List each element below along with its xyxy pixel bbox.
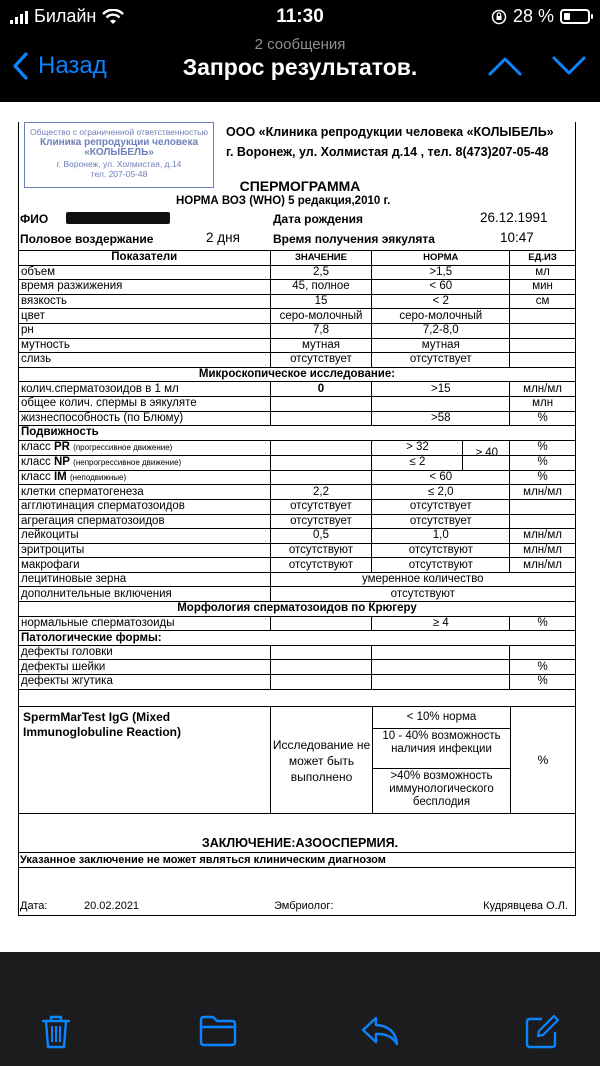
param-label: время разжижения: [19, 280, 271, 295]
next-message-button[interactable]: [552, 56, 586, 76]
date-label: Дата:: [20, 900, 48, 912]
value-cell: [270, 455, 372, 470]
value-cell: 0: [270, 382, 372, 397]
value-cell: отсутствует: [270, 499, 372, 514]
value-cell: [270, 440, 372, 455]
section-title: Патологические формы:: [19, 631, 576, 646]
norm-cell: отсутствует: [372, 514, 510, 529]
norm-cell: [372, 396, 510, 411]
table-row: [19, 309, 576, 324]
table-row: [19, 294, 576, 309]
value-cell: [270, 411, 372, 426]
toolbar-separator: [0, 952, 600, 992]
param-label: агрегация сперматозоидов: [19, 514, 271, 529]
clinic-header: [226, 122, 576, 162]
param-label: клетки сперматогенеза: [19, 485, 271, 500]
section-title: Подвижность: [19, 426, 576, 441]
param-label: жизнеспособность (по Блюму): [19, 411, 271, 426]
table-row: [19, 323, 576, 338]
back-button[interactable]: [12, 52, 107, 80]
fio-label: ФИО: [20, 212, 49, 226]
section-title: Микроскопическое исследование:: [19, 367, 576, 382]
unit-cell: %: [510, 440, 576, 455]
value-cell: 2,5: [270, 265, 372, 280]
norm-cell: 7,2-8,0: [372, 323, 510, 338]
table-row: [19, 455, 576, 470]
param-value: умеренное количество: [270, 572, 575, 587]
table-row: [19, 529, 576, 544]
value-cell: 0,5: [270, 529, 372, 544]
unit-cell: [510, 309, 576, 324]
norm-cell: отсутствует: [372, 499, 510, 514]
folder-icon[interactable]: [198, 1014, 238, 1048]
header-cell: Показатели: [19, 251, 271, 266]
value-cell: [270, 396, 372, 411]
table-row: [19, 280, 576, 295]
birth-date-value: 26.12.1991: [480, 210, 548, 225]
unit-cell: [510, 499, 576, 514]
reply-icon[interactable]: [360, 1014, 400, 1048]
mar-norm: < 10% норма: [373, 707, 510, 729]
norm-reference: НОРМА ВОЗ (WHO) 5 редакция,2010 г.: [176, 195, 391, 207]
unit-cell: %: [510, 616, 576, 631]
bottom-toolbar: [0, 992, 600, 1066]
param-label: лейкоциты: [19, 529, 271, 544]
param-label: нормальные сперматозоиды: [19, 616, 271, 631]
table-row: [19, 572, 576, 587]
embryologist-label: Эмбриолог:: [274, 900, 334, 912]
param-label: общее колич. спермы в эякуляте: [19, 396, 271, 411]
section-title: Морфология сперматозоидов по Крюгеру: [19, 602, 576, 617]
header-cell: НОРМА: [372, 251, 510, 266]
table-row: [19, 485, 576, 500]
param-label: вязкость: [19, 294, 271, 309]
carrier-name: Билайн: [34, 6, 97, 26]
trash-icon[interactable]: [40, 1014, 72, 1050]
orientation-lock-icon: [491, 9, 507, 25]
param-label: мутность: [19, 338, 271, 353]
value-cell: [270, 616, 372, 631]
disclaimer: Указанное заключение не может являться клиническим диагнозом: [18, 852, 576, 868]
table-row: [19, 587, 576, 602]
mar-test-unit: %: [537, 753, 549, 767]
norm-cell: мутная: [372, 338, 510, 353]
norm-cell: отсутствуют: [372, 558, 510, 573]
status-time: 11:30: [276, 6, 324, 27]
clinic-address: г. Воронеж, ул. Холмистая д.14 , тел. 8(473)207-05-48: [226, 145, 549, 159]
stamp-line: тел. 207-05-48: [90, 169, 148, 179]
ejaculate-time-label: Время получения эякулята: [273, 232, 435, 246]
unit-cell: [510, 353, 576, 368]
abstinence-label: Половое воздержание: [20, 232, 154, 246]
table-row: [19, 499, 576, 514]
table-row: [19, 660, 576, 675]
norm-cell: отсутствуют: [372, 543, 510, 558]
unit-cell: млн: [510, 396, 576, 411]
abstinence-value: 2 дня: [206, 230, 240, 245]
value-cell: [270, 645, 372, 660]
param-label: лецитиновые зерна: [19, 572, 271, 587]
value-cell: 45, полное: [270, 280, 372, 295]
mar-norm: >40% возможность иммунологического бесплодия: [389, 770, 494, 808]
table-row: [19, 514, 576, 529]
basic-params: [19, 265, 576, 367]
norm-cell: [372, 645, 510, 660]
unit-cell: млн/мл: [510, 485, 576, 500]
defect-label: дефекты головки: [19, 645, 271, 660]
mar-test-label: SpermMarTest IgG (Mixed Immunoglobuline Reaction): [19, 707, 271, 813]
ejaculate-time-value: 10:47: [500, 230, 534, 245]
table-row: [19, 353, 576, 368]
param-label: дополнительные включения: [19, 587, 271, 602]
unit-cell: %: [510, 660, 576, 675]
conclusion: ЗАКЛЮЧЕНИЕ:АЗООСПЕРМИЯ.: [201, 836, 399, 850]
unit-cell: [510, 514, 576, 529]
param-label: агглютинация сперматозоидов: [19, 499, 271, 514]
norm-cell: ≥ 4: [372, 616, 510, 631]
defect-label: дефекты шейки: [19, 660, 271, 675]
unit-cell: млн/мл: [510, 529, 576, 544]
value-cell: [270, 470, 372, 485]
stamp-line: Клиника репродукции человека: [39, 136, 199, 148]
cell-params: [19, 485, 576, 573]
param-label: объем: [19, 265, 271, 280]
unit-cell: мин: [510, 280, 576, 295]
table-row: [19, 543, 576, 558]
unit-cell: см: [510, 294, 576, 309]
unit-cell: [510, 645, 576, 660]
stamp-line: г. Воронеж, ул. Холмистая, д.14: [56, 158, 182, 169]
unit-cell: %: [510, 455, 576, 470]
status-bar: [0, 0, 600, 34]
norm-cell: < 60: [372, 280, 510, 295]
section-row: [19, 367, 576, 382]
unit-cell: [510, 338, 576, 353]
message-navigation: [488, 56, 586, 76]
norm-cell: ≤ 2,0: [372, 485, 510, 500]
norm-cell: >58: [372, 411, 510, 426]
unit-cell: [510, 323, 576, 338]
norm-cell: [372, 660, 510, 675]
mar-test-norms: [373, 707, 511, 813]
redaction-bar: [66, 212, 170, 224]
param-label: рн: [19, 323, 271, 338]
status-right: [491, 6, 590, 27]
param-label: макрофаги: [19, 558, 271, 573]
navigation-bar: [0, 34, 600, 100]
value-cell: 15: [270, 294, 372, 309]
value-cell: отсутствует: [270, 353, 372, 368]
date-value: 20.02.2021: [84, 900, 140, 912]
clinic-name: ООО «Клиника репродукции человека «КОЛЫБЕЛЬ»: [226, 125, 554, 139]
value-cell: 2,2: [270, 485, 372, 500]
attachment-document: [0, 102, 600, 952]
table-row: [19, 675, 576, 690]
norm-cell: отсутствует: [372, 353, 510, 368]
table-row: [19, 396, 576, 411]
header-cell: ЕД.ИЗ: [510, 251, 576, 266]
value-cell: отсутствует: [270, 514, 372, 529]
value-cell: отсутствуют: [270, 558, 372, 573]
defect-label: дефекты жгутика: [19, 675, 271, 690]
unit-cell: %: [510, 470, 576, 485]
compose-icon[interactable]: [524, 1014, 560, 1050]
param-label: эритроциты: [19, 543, 271, 558]
value-cell: [270, 675, 372, 690]
param-value: отсутствуют: [270, 587, 575, 602]
previous-message-button[interactable]: [488, 56, 522, 76]
section-row: [19, 631, 576, 646]
unit-cell: %: [510, 675, 576, 690]
section-row: [19, 602, 576, 617]
np-norm: ≤ 2: [409, 455, 426, 468]
combined-norm: ≥ 40: [475, 446, 499, 459]
message-count: 2 сообщения: [254, 36, 346, 53]
norm-cell: серо-молочный: [372, 309, 510, 324]
mar-test-value: Исследование не может быть выполнено: [271, 707, 373, 813]
header-cell: ЗНАЧЕНИЕ: [270, 251, 372, 266]
stamp-line: Общество с ограниченной ответственностью: [30, 127, 208, 137]
table-row: [19, 265, 576, 280]
micro-params: [19, 382, 576, 426]
birth-date-label: Дата рождения: [273, 212, 364, 226]
stamp-line: «КОЛЫБЕЛЬ»: [84, 147, 154, 158]
param-label: колич.сперматозоидов в 1 мл: [19, 382, 271, 397]
motility-label: класс NP (непрогрессивное движение): [19, 455, 271, 470]
back-label: Назад: [38, 52, 107, 79]
value-cell: серо-молочный: [270, 309, 372, 324]
value-cell: 7,8: [270, 323, 372, 338]
norm-cell: [372, 675, 510, 690]
mar-test-block: [18, 706, 576, 814]
chevron-left-icon: [12, 52, 28, 80]
document-title: СПЕРМОГРАММА: [239, 178, 361, 194]
unit-cell: млн/мл: [510, 382, 576, 397]
value-cell: [270, 660, 372, 675]
battery-percent: 28 %: [512, 6, 554, 26]
table-header-row: [19, 251, 576, 266]
pr-norm: > 32: [406, 440, 429, 453]
battery-icon: [560, 9, 590, 24]
norm-cell: 1,0: [372, 529, 510, 544]
section-row: [19, 426, 576, 441]
table-row: [19, 558, 576, 573]
unit-cell: мл: [510, 265, 576, 280]
norm-cell: >15: [372, 382, 510, 397]
table-row: [19, 470, 576, 485]
unit-cell: млн/мл: [510, 543, 576, 558]
value-cell: мутная: [270, 338, 372, 353]
unit-cell: млн/мл: [510, 558, 576, 573]
table-row: [19, 411, 576, 426]
motility-label: класс IM (неподвижные): [19, 470, 271, 485]
param-label: цвет: [19, 309, 271, 324]
motility-label: класс PR (прогрессивное движение): [19, 440, 271, 455]
param-label: слизь: [19, 353, 271, 368]
table-row: [19, 616, 576, 631]
norm-cell: < 60: [372, 470, 510, 485]
table-row: [19, 382, 576, 397]
table-row: [19, 645, 576, 660]
results-table: [18, 250, 576, 690]
norm-cell: < 2: [372, 294, 510, 309]
unit-cell: %: [510, 411, 576, 426]
value-cell: отсутствуют: [270, 543, 372, 558]
message-subject: Запрос результатов.: [182, 54, 418, 80]
norm-cell: >1,5: [372, 265, 510, 280]
table-row: [19, 338, 576, 353]
mar-norm: 10 - 40% возможность наличия инфекции: [373, 729, 510, 769]
embryologist-name: Кудрявцева О.Л.: [483, 900, 568, 912]
defect-rows: [19, 645, 576, 689]
